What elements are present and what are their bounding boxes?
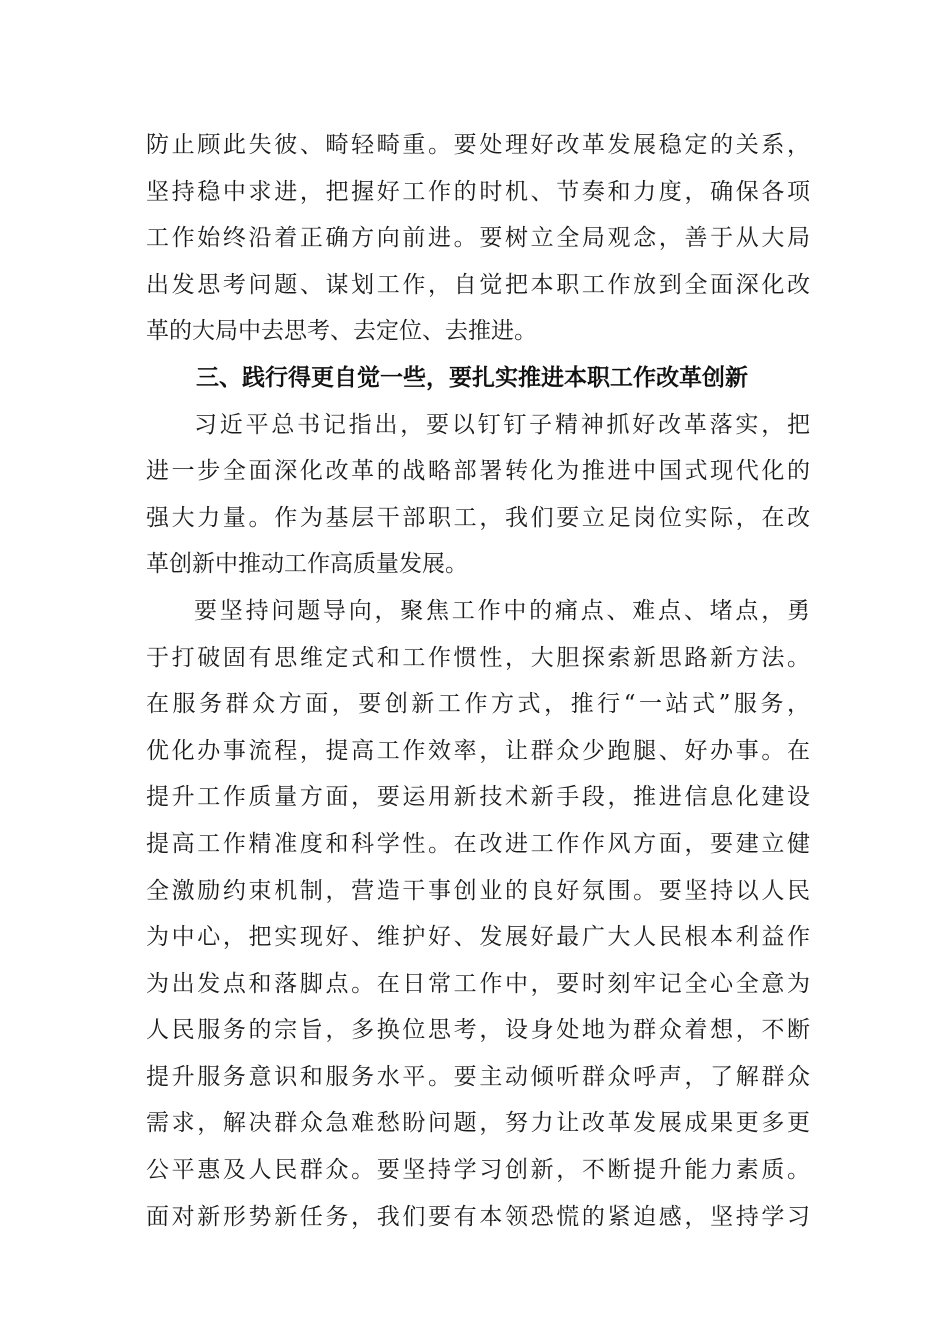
text-line: 为出发点和落脚点。在日常工作中，要时刻牢记全心全意为: [146, 970, 810, 997]
body-text: [146, 122, 810, 1240]
text-line: 在服务群众方面，要创新工作方式，推行“一站式”服务，: [146, 691, 810, 718]
text-line: 强大力量。作为基层干部职工，我们要立足岗位实际，在改: [146, 504, 810, 531]
text-line: 防止顾此失彼、畸轻畸重。要处理好改革发展稳定的关系，: [146, 132, 810, 158]
text-line: 出发思考问题、谋划工作，自觉把本职工作放到全面深化改: [146, 271, 810, 298]
text-line: 革的大局中去思考、去定位、去推进。: [146, 318, 537, 345]
text-line: 提升工作质量方面，要运用新技术新手段，推进信息化建设: [146, 784, 810, 811]
text-line: 全激励约束机制，营造干事创业的良好氛围。要坚持以人民: [146, 877, 810, 904]
text-line: 进一步全面深化改革的战略部署转化为推进中国式现代化的: [146, 458, 810, 485]
section-heading: 三、践行得更自觉一些，要扎实推进本职工作改革创新: [196, 364, 748, 391]
text-line: 人民服务的宗旨，多换位思考，设身处地为群众着想，不断: [146, 1017, 810, 1044]
paragraph-first-line: 习近平总书记指出，要以钉钉子精神抓好改革落实，把: [194, 411, 810, 438]
text-line: 优化办事流程，提高工作效率，让群众少跑腿、好办事。在: [146, 737, 810, 764]
paragraph-first-line: 要坚持问题导向，聚焦工作中的痛点、难点、堵点，勇: [194, 597, 810, 624]
text-line: 公平惠及人民群众。要坚持学习创新，不断提升能力素质。: [146, 1157, 810, 1184]
text-line: 工作始终沿着正确方向前进。要树立全局观念，善于从大局: [146, 225, 810, 252]
text-line: 革创新中推动工作高质量发展。: [146, 551, 468, 578]
text-line: 面对新形势新任务，我们要有本领恐慌的紧迫感，坚持学习: [146, 1203, 810, 1230]
text-line: 提高工作精准度和科学性。在改进工作作风方面，要建立健: [146, 830, 810, 857]
text-line: 坚持稳中求进，把握好工作的时机、节奏和力度，确保各项: [146, 178, 810, 205]
text-line: 为中心，把实现好、维护好、发展好最广大人民根本利益作: [146, 924, 810, 951]
text-line: 需求，解决群众急难愁盼问题，努力让改革发展成果更多更: [146, 1110, 810, 1137]
text-line: 于打破固有思维定式和工作惯性，大胆探索新思路新方法。: [146, 644, 810, 671]
text-line: 提升服务意识和服务水平。要主动倾听群众呼声，了解群众: [146, 1063, 810, 1090]
